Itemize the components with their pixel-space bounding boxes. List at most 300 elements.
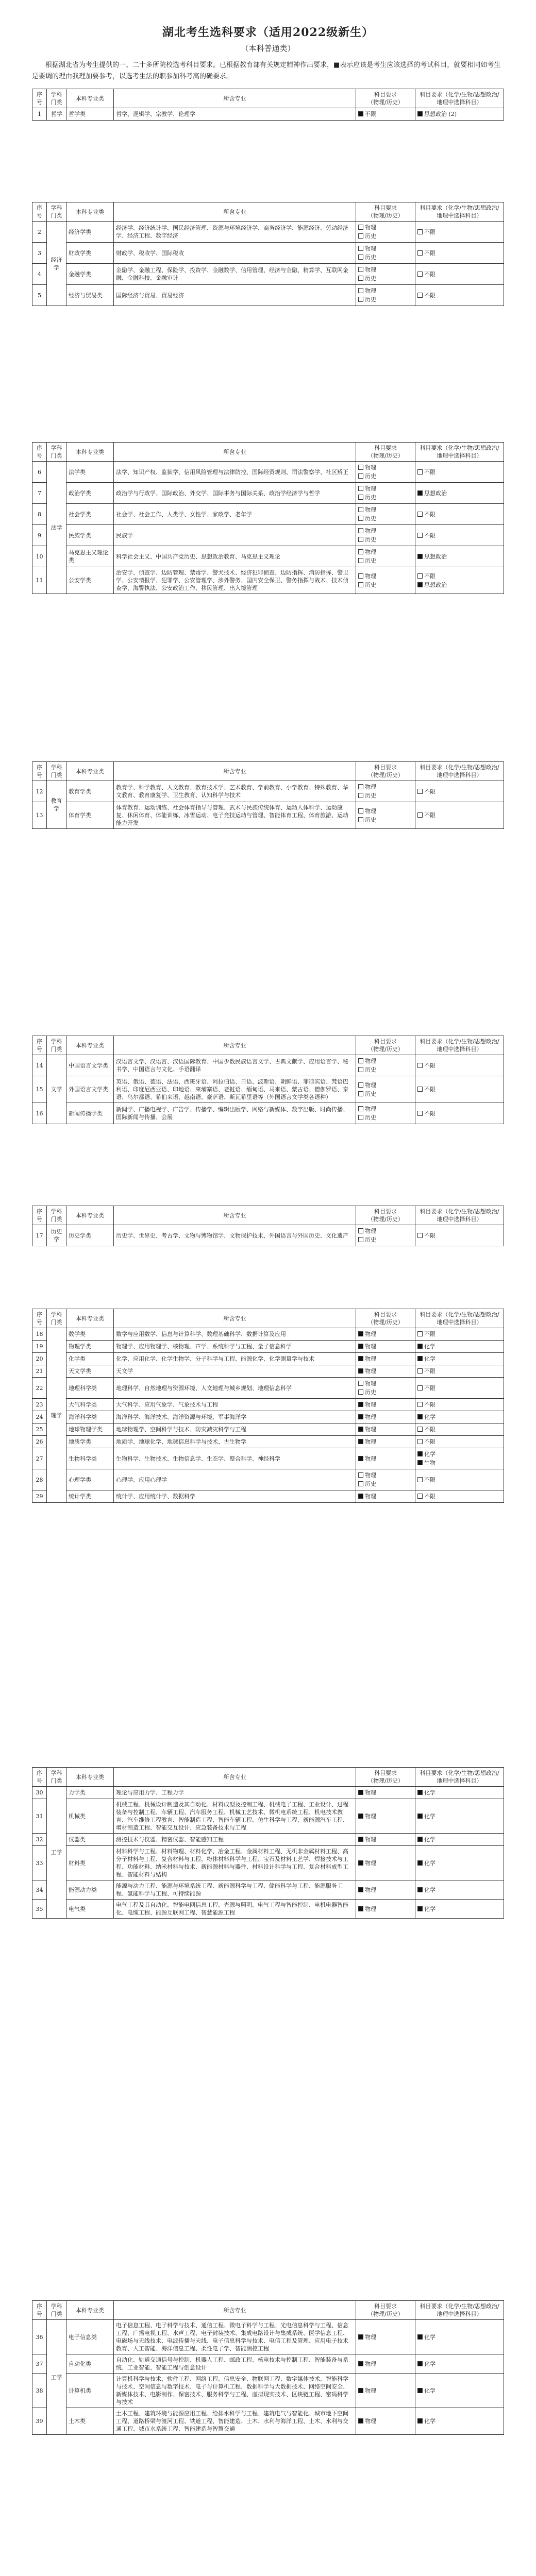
checkbox-icon (417, 1494, 423, 1499)
other-req-item (417, 572, 501, 581)
header-no: 序号 (32, 1036, 47, 1055)
row-major: 电气类 (66, 1900, 114, 1919)
table-row (32, 1076, 504, 1103)
other-req-item (417, 291, 501, 300)
row-other-req (415, 1399, 504, 1411)
checkbox-icon (358, 473, 363, 479)
row-subject-req (356, 2374, 415, 2408)
checkbox-icon (358, 2361, 363, 2366)
header-other-req: 科目要求（化学/生物/思想政治/地理中选择科目） (415, 1206, 504, 1225)
checkbox-icon (358, 793, 363, 798)
header-subject-req-line2: （物理/历史） (367, 772, 404, 778)
option-label: 不限 (424, 1331, 435, 1337)
req-hist (358, 535, 413, 544)
header-subject-req-line1: 科目要求 (374, 1208, 397, 1215)
req-phys (358, 783, 413, 791)
header-major: 本科专业类 (66, 1309, 114, 1328)
checkbox-icon (358, 1331, 363, 1336)
table-row (32, 567, 504, 594)
option-label: 物理 (365, 1401, 376, 1408)
row-content: 金融学、金融工程、保险学、投资学、金融数学、信用管理、经济与金融、精算学、互联网金融、金融科技、金融审计 (114, 264, 356, 285)
option-label: 不限 (424, 532, 435, 539)
req-phys (358, 2386, 413, 2395)
checkbox-icon (358, 784, 363, 789)
requirements-table (32, 761, 504, 829)
other-req-item (417, 787, 501, 796)
row-content: 数学与应用数学、信息与计算科学、数理基础科学、数据计算及应用 (114, 1328, 356, 1341)
checkbox-icon (417, 229, 423, 234)
header-subject-req (356, 2301, 415, 2320)
table-header-row (32, 1206, 504, 1225)
table-row (32, 1880, 504, 1900)
other-req-item (417, 581, 501, 589)
option-label: 化学 (424, 1355, 435, 1362)
checkbox-icon (358, 1058, 363, 1063)
row-subject-req (356, 264, 415, 285)
checkbox-icon (417, 573, 423, 579)
req-hist (358, 556, 413, 565)
table-row (32, 483, 504, 504)
table-row (32, 2354, 504, 2374)
row-subject-req (356, 1055, 415, 1076)
header-major: 本科专业类 (66, 1768, 114, 1787)
option-label: 历史 (365, 275, 376, 282)
row-no: 35 (32, 1900, 47, 1919)
row-subject-req (356, 243, 415, 264)
table-row (32, 1448, 504, 1469)
other-req-item (417, 1812, 501, 1821)
header-major: 本科专业类 (66, 202, 114, 222)
option-label: 不限 (424, 1086, 435, 1093)
row-content: 体育教育、运动训练、社会体育指导与管理、武术与民族传统体育、运动人体科学、运动康复、休闲体育、体能训练、冰雪运动、电子竞技运动与管理、智能体育工程、体育旅游、运动能力开发 (114, 802, 356, 829)
checkbox-icon (358, 2388, 363, 2393)
row-subject-req (356, 2408, 415, 2435)
other-req-item (417, 489, 501, 498)
row-other-req (415, 2354, 504, 2374)
other-req-item (417, 2333, 501, 2342)
checkbox-icon (358, 507, 363, 512)
row-major: 社会学类 (66, 504, 114, 525)
header-subject-req-line2: （物理/历史） (367, 2311, 404, 2317)
row-content: 物理学、应用物理学、核物理、声学、系统科学与工程、量子信息科学 (114, 1341, 356, 1353)
header-subject-req-line1: 科目要求 (374, 1311, 397, 1318)
option-label: 物理 (365, 807, 376, 815)
row-other-req (415, 1103, 504, 1124)
checkbox-icon (417, 469, 423, 474)
option-label: 思想政治 (424, 489, 447, 497)
other-req-item (417, 552, 501, 561)
table-row (32, 243, 504, 264)
header-content: 所含专业 (114, 2301, 356, 2320)
table-row (32, 781, 504, 802)
other-req-item (417, 1859, 501, 1868)
row-category: 法学 (47, 462, 66, 594)
other-req-item (417, 531, 501, 540)
row-category: 理学 (47, 1328, 66, 1503)
row-major: 仪器类 (66, 1834, 114, 1846)
table-row (32, 1341, 504, 1353)
row-no: 19 (32, 1341, 47, 1353)
checkbox-icon (417, 2334, 423, 2340)
other-req-item (417, 468, 501, 477)
option-label: 化学 (424, 1451, 435, 1458)
row-content: 理论与应用力学、工程力学 (114, 1787, 356, 1799)
checkbox-icon (358, 111, 363, 116)
row-major: 经济学类 (66, 222, 114, 243)
row-major: 自动化类 (66, 2354, 114, 2374)
checkbox-icon (358, 297, 363, 302)
option-label: 历史 (365, 1236, 376, 1243)
row-content: 经济学、经济统计学、国民经济管理、资源与环境经济学、商务经济学、能源经济、劳动经济学、经济工程、数字经济 (114, 222, 356, 243)
row-no: 21 (32, 1365, 47, 1378)
table-row (32, 1469, 504, 1490)
table-row (32, 1799, 504, 1834)
option-label: 物理 (365, 1905, 376, 1912)
checkbox-icon (417, 533, 423, 538)
header-subject-req-line2: （物理/历史） (367, 212, 404, 219)
option-label: 物理 (365, 245, 376, 252)
row-content: 统计学、应用统计学、数据科学 (114, 1490, 356, 1503)
row-major: 材料类 (66, 1846, 114, 1880)
req-hist (358, 472, 413, 481)
option-label: 物理 (365, 2360, 376, 2367)
row-no: 17 (32, 1225, 47, 1246)
option-label: 化学 (424, 1343, 435, 1350)
req-phys (358, 1367, 413, 1376)
row-major: 政治学类 (66, 483, 114, 504)
row-no: 23 (32, 1399, 47, 1411)
option-label: 物理 (365, 1228, 376, 1234)
row-no: 8 (32, 504, 47, 525)
req-phys (358, 223, 413, 232)
header-content: 所含专业 (114, 89, 356, 108)
row-content: 历史学、世界史、考古学、文物与博物馆学、文物保护技术、外国语言与外国历史、文化遗产 (114, 1225, 356, 1246)
req-phys (358, 2360, 413, 2368)
row-content: 电子信息工程、电子科学与技术、通信工程、微电子科学与工程、光电信息科学与工程、信息工程、广播电视工程、水声工程、电子封装技术、集成电路设计与集成系统、医学信息工程、电磁场与无线技术、电波传播与天线、电子信息科学与技术、电信工程及管理、应用电子技术教育、人工智能、海洋信息工程、柔性电子学、智能测控工程 (114, 2320, 356, 2354)
option-label: 化学 (424, 1836, 435, 1843)
row-major: 化学类 (66, 1353, 114, 1365)
option-label: 物理 (365, 549, 376, 555)
row-subject-req (356, 1411, 415, 1423)
row-other-req (415, 1225, 504, 1246)
row-major: 外国语言文学类 (66, 1076, 114, 1103)
row-content: 治安学、侦查学、边防管理、禁毒学、警犬技术、经济犯罪侦查、边防指挥、消防指挥、警卫学、公安情报学、犯罪学、公安管理学、涉外警务、国内安全保卫、警务指挥与战术、技术侦查学、海警执法、公安政治工作、移民管理、出入境管理 (114, 567, 356, 594)
table-row (32, 222, 504, 243)
checkbox-icon (358, 465, 363, 470)
other-req-item (417, 1367, 501, 1376)
other-req-item (417, 1085, 501, 1094)
table-header-row (32, 762, 504, 781)
table-row (32, 1399, 504, 1411)
row-major: 机械类 (66, 1799, 114, 1834)
checkbox-icon (358, 1115, 363, 1120)
header-subject-req (356, 443, 415, 462)
row-content: 教育学、科学教育、人文教育、教育技术学、艺术教育、学前教育、小学教育、特殊教育、华文教育、教育康复学、卫生教育、认知科学与技术 (114, 781, 356, 802)
option-label: 不限 (424, 1401, 435, 1408)
row-other-req (415, 1378, 504, 1399)
table-header-row (32, 89, 504, 108)
row-other-req (415, 222, 504, 243)
checkbox-icon (417, 293, 423, 298)
header-subject-req-line1: 科目要求 (374, 2303, 397, 2310)
requirements-table (32, 2300, 504, 2435)
row-other-req (415, 1365, 504, 1378)
checkbox-icon (417, 2361, 423, 2366)
header-subject-req-line1: 科目要求 (374, 1038, 397, 1045)
checkbox-icon (358, 1906, 363, 1911)
page-title: 湖北考生选科要求（适用2022级新生） (162, 26, 374, 39)
checkbox-icon (417, 1887, 423, 1892)
row-subject-req (356, 108, 415, 121)
row-content: 国际经济与贸易、贸易经济 (114, 285, 356, 306)
checkbox-icon (358, 582, 363, 587)
checkbox-icon (358, 1481, 363, 1486)
option-label: 不限 (424, 1438, 435, 1445)
checkbox-icon (417, 1814, 423, 1819)
checkbox-icon (417, 490, 423, 496)
checkbox-icon (358, 1237, 363, 1242)
checkbox-icon (417, 1477, 423, 1482)
table-row (32, 285, 504, 306)
option-label: 物理 (365, 784, 376, 790)
header-subject-req (356, 1206, 415, 1225)
row-major: 公安学类 (66, 567, 114, 594)
checkbox-icon (358, 1106, 363, 1111)
row-subject-req (356, 1225, 415, 1246)
row-subject-req (356, 1880, 415, 1900)
option-label: 不限 (424, 1476, 435, 1483)
option-label: 物理 (365, 1493, 376, 1500)
table-row (32, 1834, 504, 1846)
row-no: 27 (32, 1448, 47, 1469)
other-req-item (417, 270, 501, 279)
header-subject-req-line2: （物理/历史） (367, 452, 404, 459)
table-header-row (32, 443, 504, 462)
table-header-row (32, 2301, 504, 2320)
checkbox-icon (358, 1439, 363, 1444)
row-category: 工学 (47, 2320, 66, 2435)
other-req-item (417, 1413, 501, 1421)
req-phys (358, 1886, 413, 1894)
table-row (32, 1225, 504, 1246)
checkbox-icon (417, 111, 423, 116)
page-subtitle: （本科普通类） (241, 44, 295, 53)
row-content: 天文学 (114, 1365, 356, 1378)
table-row (32, 504, 504, 525)
req-hist (358, 514, 413, 523)
row-major: 土木类 (66, 2408, 114, 2435)
req-phys (358, 244, 413, 253)
checkbox-icon (358, 267, 363, 272)
row-subject-req (356, 1787, 415, 1799)
requirements-table (32, 1206, 504, 1246)
option-label: 历史 (365, 1481, 376, 1487)
row-other-req (415, 1900, 504, 1919)
header-other-req: 科目要求（化学/生物/思想政治/地理中选择科目） (415, 1768, 504, 1787)
req-phys (358, 1379, 413, 1388)
header-no: 序号 (32, 762, 47, 781)
checkbox-icon (417, 1344, 423, 1349)
table-row (32, 1411, 504, 1423)
header-subject-req (356, 202, 415, 222)
header-cat: 学科门类 (47, 1309, 66, 1328)
row-no: 37 (32, 2354, 47, 2374)
row-major: 经济与贸易类 (66, 285, 114, 306)
table-row (32, 1378, 504, 1399)
table-row (32, 1490, 504, 1503)
row-content: 科学社会主义、中国共产党历史、思想政治教育、马克思主义理论 (114, 546, 356, 567)
req-hist (358, 1480, 413, 1488)
header-subject-req-line1: 科目要求 (374, 205, 397, 211)
requirements-table (32, 442, 504, 594)
header-cat: 学科门类 (47, 1206, 66, 1225)
table-row (32, 546, 504, 567)
checkbox-icon (417, 1860, 423, 1866)
checkbox-icon (417, 1837, 423, 1842)
checkbox-icon (417, 250, 423, 256)
row-major: 地质学类 (66, 1436, 114, 1448)
req-phys (358, 1342, 413, 1351)
option-label: 化学 (424, 1789, 435, 1796)
header-major: 本科专业类 (66, 1036, 114, 1055)
req-phys (358, 527, 413, 535)
row-content: 民族学 (114, 525, 356, 546)
checkbox-icon (358, 1414, 363, 1419)
checkbox-icon (358, 516, 363, 521)
row-category: 教育学 (47, 781, 66, 829)
option-label: 物理 (365, 1472, 376, 1479)
row-no: 31 (32, 1799, 47, 1834)
intro-paragraph: 根据湖北省为考生提供的一、二十多所院校选考科目要求。已根据教育部有关规定精神作出要求，■表示应该是考生应该选择的考试科目，就要相同如考生是要调的理由我理加要参考，以选考生法的职参加科考高的确要求。 (32, 61, 501, 80)
other-req-item (417, 1354, 501, 1363)
option-label: 不限 (424, 812, 435, 819)
header-no: 序号 (32, 1206, 47, 1225)
checkbox-icon (358, 225, 363, 230)
row-major: 海洋科学类 (66, 1411, 114, 1423)
option-label: 不限 (424, 228, 435, 235)
row-subject-req (356, 1328, 415, 1341)
req-hist (358, 1235, 413, 1244)
row-other-req (415, 1846, 504, 1880)
req-none (358, 110, 413, 118)
option-label: 历史 (365, 296, 376, 303)
option-label: 思想政治 (424, 553, 447, 560)
req-hist (358, 295, 413, 304)
option-label: 化学 (424, 2333, 435, 2341)
row-content: 财政学、税收学、国际税收 (114, 243, 356, 264)
row-major: 民族学类 (66, 525, 114, 546)
row-content: 新闻学、广播电视学、广告学、传播学、编辑出版学、网络与新媒体、数字出版、时尚传播、国际新闻与传播、会展 (114, 1103, 356, 1124)
table-row (32, 802, 504, 829)
option-label: 化学 (424, 1886, 435, 1893)
option-label: 不限 (424, 511, 435, 518)
row-content: 社会学、社会工作、人类学、女性学、家政学、老年学 (114, 504, 356, 525)
row-content: 机械工程、机械设计制造及其自动化、材料成型及控制工程、机械电子工程、工业设计、过程装备与控制工程、车辆工程、汽车服务工程、机械工艺技术、微机电系统工程、机电技术教育、汽车维修工程教育、智能制造工程、智能车辆工程、仿生科学与工程、新能源汽车工程、增材制造工程、智能交互设计、应急装备技术与工程 (114, 1799, 356, 1834)
header-subject-req (356, 762, 415, 781)
option-label: 物理 (365, 1331, 376, 1337)
checkbox-icon (358, 1368, 363, 1374)
req-hist (358, 581, 413, 589)
checkbox-icon (358, 1091, 363, 1096)
req-phys (358, 1471, 413, 1480)
other-req-item (417, 1061, 501, 1070)
req-phys (358, 1905, 413, 1913)
row-major: 历史学类 (66, 1225, 114, 1246)
req-phys (358, 807, 413, 816)
other-req-item (417, 1109, 501, 1118)
requirements-table (32, 202, 504, 306)
row-no: 25 (32, 1423, 47, 1436)
checkbox-icon (417, 1331, 423, 1336)
option-label: 不限 (424, 1110, 435, 1117)
option-label: 物理 (365, 1081, 376, 1089)
option-label: 物理 (365, 528, 376, 534)
row-subject-req (356, 1448, 415, 1469)
row-no: 39 (32, 2408, 47, 2435)
row-no: 26 (32, 1436, 47, 1448)
table-row (32, 2320, 504, 2354)
option-label: 化学 (424, 1414, 435, 1420)
option-label: 不限 (424, 270, 435, 278)
req-hist (358, 1090, 413, 1098)
row-other-req (415, 285, 504, 306)
row-no: 14 (32, 1055, 47, 1076)
other-req-item (417, 2417, 501, 2426)
req-phys (358, 1354, 413, 1363)
row-category: 经济学 (47, 222, 66, 306)
row-subject-req (356, 1490, 415, 1503)
header-subject-req-line2: （物理/历史） (367, 1216, 404, 1223)
row-no: 36 (32, 2320, 47, 2354)
req-phys (358, 1105, 413, 1113)
option-label: 不限 (424, 1062, 435, 1069)
row-subject-req (356, 222, 415, 243)
option-label: 物理 (365, 2418, 376, 2425)
header-subject-req (356, 89, 415, 108)
req-phys (358, 1492, 413, 1501)
req-phys (358, 1425, 413, 1434)
checkbox-icon (417, 582, 423, 587)
checkbox-icon (358, 288, 363, 293)
option-label: 生物 (424, 1460, 435, 1466)
option-label: 物理 (365, 287, 376, 294)
checkbox-icon (358, 1887, 363, 1892)
row-subject-req (356, 1469, 415, 1490)
checkbox-icon (417, 1790, 423, 1795)
row-major: 力学类 (66, 1787, 114, 1799)
row-no: 38 (32, 2374, 47, 2408)
row-content: 电气工程及其自动化、智能电网信息工程、光源与照明、电气工程与智能控制、电机电器智能化、电缆工程、能源互联网工程、智慧能源工程 (114, 1900, 356, 1919)
row-subject-req (356, 1399, 415, 1411)
option-label: 不限 (424, 468, 435, 476)
other-req-item (417, 1450, 501, 1459)
header-content: 所含专业 (114, 762, 356, 781)
header-no: 序号 (32, 443, 47, 462)
row-other-req (415, 1055, 504, 1076)
header-major: 本科专业类 (66, 443, 114, 462)
checkbox-icon (358, 2334, 363, 2340)
row-major: 马克思主义理论类 (66, 546, 114, 567)
req-hist (358, 274, 413, 283)
option-label: 历史 (365, 473, 376, 480)
option-label: 历史 (365, 1389, 376, 1396)
row-other-req (415, 264, 504, 285)
row-major: 物理学类 (66, 1341, 114, 1353)
header-cat: 学科门类 (47, 1768, 66, 1787)
header-cat: 学科门类 (47, 443, 66, 462)
row-other-req (415, 1490, 504, 1503)
row-content: 地球物理学、空间科学与技术、防灾减灾科学与工程 (114, 1423, 356, 1436)
